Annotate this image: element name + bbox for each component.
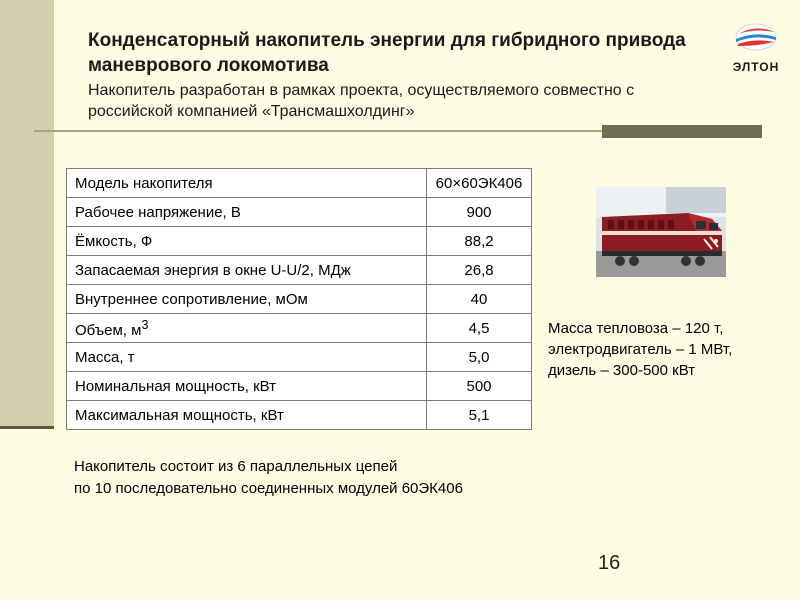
row-value: 5,0 — [427, 343, 532, 372]
row-value: 88,2 — [427, 227, 532, 256]
row-label: Ёмкость, Ф — [67, 227, 427, 256]
note-line: Масса тепловоза – 120 т, — [548, 320, 724, 337]
row-label: Масса, т — [67, 343, 427, 372]
row-label: Запасаемая энергия в окне U-U/2, МДж — [67, 256, 427, 285]
table-row — [67, 285, 532, 314]
slide-subtitle: Накопитель разработан в рамках проекта, осуществляемого совместно с российской компанией «Трансмашхолдинг» — [88, 82, 635, 120]
side-decor-bar — [0, 0, 54, 428]
row-label: Рабочее напряжение, В — [67, 198, 427, 227]
row-value: 40 — [427, 285, 532, 314]
table-row — [67, 372, 532, 401]
note-line: электродвигатель – 1 МВт, — [548, 341, 733, 358]
table-row — [67, 256, 532, 285]
row-value: 5,1 — [427, 401, 532, 430]
row-value: 60×60ЭК406 — [427, 169, 532, 198]
table-row — [67, 401, 532, 430]
specs-table — [66, 168, 532, 430]
storage-composition-note — [74, 456, 463, 500]
row-label: Модель накопителя — [67, 169, 427, 198]
table-row — [67, 198, 532, 227]
header-divider-accent — [602, 125, 762, 138]
row-label: Внутреннее сопротивление, мОм — [67, 285, 427, 314]
note-line: дизель – 300-500 кВт — [548, 362, 696, 379]
row-label — [67, 314, 427, 343]
table-row — [67, 169, 532, 198]
row-value: 500 — [427, 372, 532, 401]
locomotive-photo — [596, 187, 726, 277]
row-label-superscript: 3 — [141, 317, 149, 332]
note-line: Накопитель состоит из 6 параллельных цепей — [74, 458, 398, 475]
elton-logo-icon — [722, 20, 790, 60]
row-label: Номинальная мощность, кВт — [67, 372, 427, 401]
slide-title: Конденсаторный накопитель энергии для гибридного привода маневрового локомотива — [88, 30, 686, 76]
table-row — [67, 314, 532, 343]
table-row — [67, 343, 532, 372]
header-divider — [34, 130, 602, 132]
side-decor-line — [0, 426, 54, 429]
row-value: 4,5 — [427, 314, 532, 343]
logo-text: ЭЛТОН — [732, 60, 780, 74]
locomotive-specs-note — [548, 318, 732, 381]
elton-logo — [722, 20, 790, 80]
page-number: 16 — [598, 552, 621, 574]
table-row — [67, 227, 532, 256]
row-label: Максимальная мощность, кВт — [67, 401, 427, 430]
title-block — [88, 28, 708, 122]
row-label-text: Объем, м — [75, 321, 142, 339]
row-value: 26,8 — [427, 256, 532, 285]
note-line: по 10 последовательно соединенных модулей 60ЭК406 — [74, 480, 463, 497]
row-value: 900 — [427, 198, 532, 227]
